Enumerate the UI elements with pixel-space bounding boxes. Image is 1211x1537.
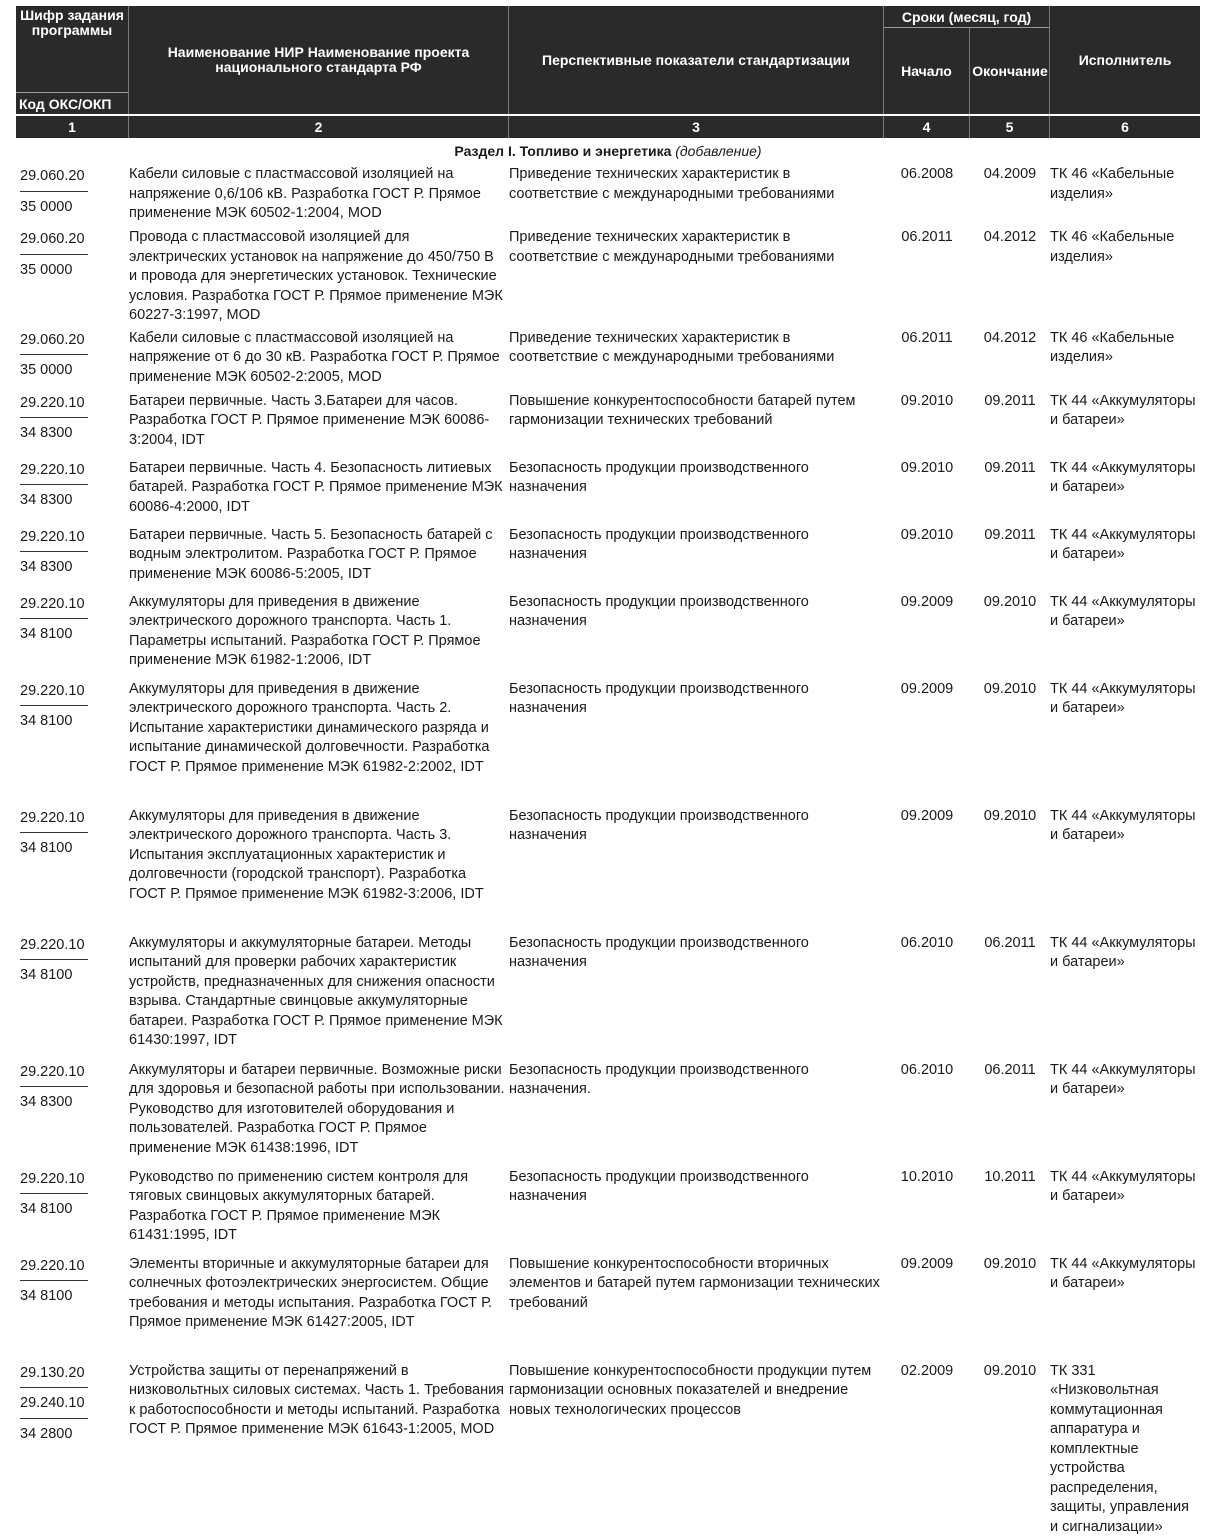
table-row <box>16 804 1200 931</box>
column-numbers-row <box>16 114 1200 138</box>
row-codes <box>16 459 129 523</box>
row-code: 34 8100 <box>20 964 88 990</box>
row-executor: ТК 46 «Кабельные изделия» <box>1050 329 1200 389</box>
row-name: Аккумуляторы для приведения в движение электрического дорожного транспорта. Часть 2. Испытание характеристики динамического разряда и испытание динамической долговечности. Разработка ГОСТ Р. Прямое применение МЭК 61982-2:2002, IDT <box>129 680 509 804</box>
row-indicators: Безопасность продукции производственного назначения <box>509 680 884 804</box>
header-executor-label: Исполнитель <box>1050 6 1200 114</box>
row-indicators: Безопасность продукции производственного назначения <box>509 807 884 931</box>
row-code: 35 0000 <box>20 196 88 222</box>
row-start-date: 09.2010 <box>884 392 970 456</box>
header-code-label: Шифр задания программы <box>16 6 128 92</box>
row-codes <box>16 1362 129 1537</box>
row-name: Кабели силовые с пластмассовой изоляцией на напряжение от 6 до 30 кВ. Разработка ГОСТ Р. Прямое применение МЭК 60502-2:2005, MOD <box>129 329 509 389</box>
table-row <box>16 1252 1200 1359</box>
row-codes <box>16 165 129 225</box>
table-row <box>16 931 1200 1058</box>
row-executor: ТК 44 «Аккумуляторы и батареи» <box>1050 459 1200 523</box>
row-codes <box>16 1255 129 1359</box>
row-code: 29.130.20 <box>20 1362 88 1389</box>
row-start-date: 06.2011 <box>884 329 970 389</box>
row-codes <box>16 593 129 677</box>
row-code: 34 8100 <box>20 837 88 863</box>
row-end-date: 09.2010 <box>970 1362 1050 1537</box>
row-code: 29.220.10 <box>20 1168 88 1195</box>
row-executor: ТК 44 «Аккумуляторы и батареи» <box>1050 1061 1200 1165</box>
row-indicators: Безопасность продукции производственного назначения <box>509 526 884 590</box>
row-end-date: 10.2011 <box>970 1168 1050 1252</box>
section-title: Раздел I. Топливо и энергетика <box>454 143 671 159</box>
column-number: 4 <box>884 116 970 138</box>
row-code: 34 8300 <box>20 1091 88 1117</box>
row-end-date: 09.2010 <box>970 1255 1050 1359</box>
header-end-label: Окончание <box>970 28 1050 114</box>
row-start-date: 06.2010 <box>884 1061 970 1165</box>
table-row <box>16 389 1200 456</box>
column-number: 6 <box>1050 116 1200 138</box>
header-okp-label: Код ОКС/ОКП <box>16 92 128 114</box>
row-executor: ТК 44 «Аккумуляторы и батареи» <box>1050 934 1200 1058</box>
row-executor: ТК 44 «Аккумуляторы и батареи» <box>1050 680 1200 804</box>
row-start-date: 09.2010 <box>884 459 970 523</box>
row-name: Батареи первичные. Часть 3.Батареи для часов. Разработка ГОСТ Р. Прямое применение МЭК 60086-3:2004, IDT <box>129 392 509 456</box>
row-start-date: 09.2009 <box>884 593 970 677</box>
row-executor: ТК 44 «Аккумуляторы и батареи» <box>1050 1168 1200 1252</box>
row-code: 29.220.10 <box>20 392 88 419</box>
row-code: 29.220.10 <box>20 934 88 961</box>
table-row <box>16 456 1200 523</box>
row-indicators: Безопасность продукции производственного назначения <box>509 593 884 677</box>
row-start-date: 02.2009 <box>884 1362 970 1537</box>
row-code: 34 8300 <box>20 489 88 515</box>
row-indicators: Приведение технических характеристик в соответствие с международными требованиями <box>509 165 884 225</box>
row-indicators: Безопасность продукции производственного назначения <box>509 1168 884 1252</box>
row-codes <box>16 526 129 590</box>
header-indicators-label: Перспективные показатели стандартизации <box>509 6 884 114</box>
table-row <box>16 590 1200 677</box>
table-row <box>16 1359 1200 1537</box>
header-dates-label: Сроки (месяц, год) <box>884 6 1049 28</box>
header-name-label: Наименование НИР Наименование проекта национального стандарта РФ <box>129 6 509 114</box>
table-row <box>16 225 1200 326</box>
row-code: 29.220.10 <box>20 1061 88 1088</box>
row-codes <box>16 1168 129 1252</box>
row-executor: ТК 46 «Кабельные изделия» <box>1050 165 1200 225</box>
row-end-date: 06.2011 <box>970 934 1050 1058</box>
table-row <box>16 326 1200 389</box>
row-name: Кабели силовые с пластмассовой изоляцией на напряжение 0,6/106 кВ. Разработка ГОСТ Р. Прямое применение МЭК 60502-1:2004, MOD <box>129 165 509 225</box>
row-executor: ТК 44 «Аккумуляторы и батареи» <box>1050 1255 1200 1359</box>
row-name: Провода с пластмассовой изоляцией для электрических установок на напряжение до 450/750 В и провода для энергетических установок. Технические условия. Разработка ГОСТ Р. Прямое применение МЭК 60227-3:1997, MOD <box>129 228 509 326</box>
table-header <box>16 6 1200 114</box>
row-start-date: 09.2010 <box>884 526 970 590</box>
row-executor: ТК 44 «Аккумуляторы и батареи» <box>1050 526 1200 590</box>
row-start-date: 06.2010 <box>884 934 970 1058</box>
row-start-date: 09.2009 <box>884 807 970 931</box>
column-number: 2 <box>129 116 509 138</box>
row-code: 29.240.10 <box>20 1392 88 1419</box>
row-end-date: 04.2009 <box>970 165 1050 225</box>
row-executor: ТК 44 «Аккумуляторы и батареи» <box>1050 807 1200 931</box>
row-name: Аккумуляторы для приведения в движение электрического дорожного транспорта. Часть 1. Параметры испытаний. Разработка ГОСТ Р. Прямое применение МЭК 61982-1:2006, IDT <box>129 593 509 677</box>
row-code: 35 0000 <box>20 359 88 385</box>
row-start-date: 06.2008 <box>884 165 970 225</box>
row-codes <box>16 934 129 1058</box>
row-code: 34 2800 <box>20 1423 88 1449</box>
column-number: 1 <box>16 116 129 138</box>
row-end-date: 04.2012 <box>970 228 1050 326</box>
table-row <box>16 523 1200 590</box>
row-executor: ТК 44 «Аккумуляторы и батареи» <box>1050 392 1200 456</box>
row-code: 29.220.10 <box>20 459 88 486</box>
section-heading <box>16 138 1200 162</box>
row-name: Батареи первичные. Часть 4. Безопасность литиевых батарей. Разработка ГОСТ Р. Прямое применение МЭК 60086-4:2000, IDT <box>129 459 509 523</box>
row-indicators: Повышение конкурентоспособности продукции путем гармонизации основных показателей и внедрение новых технологических процессов <box>509 1362 884 1537</box>
row-name: Аккумуляторы для приведения в движение электрического дорожного транспорта. Часть 3. Испытания эксплуатационных характеристик и долговечности (городской транспорт). Разработка ГОСТ Р. Прямое применение МЭК 61982-3:2006, IDT <box>129 807 509 931</box>
row-end-date: 09.2011 <box>970 392 1050 456</box>
row-name: Элементы вторичные и аккумуляторные батареи для солнечных фотоэлектрических энергосистем. Общие требования и методы испытания. Разработка ГОСТ Р. Прямое применение МЭК 61427:2005, IDT <box>129 1255 509 1359</box>
row-end-date: 09.2010 <box>970 680 1050 804</box>
row-code: 35 0000 <box>20 259 88 285</box>
table-row <box>16 162 1200 225</box>
row-code: 29.220.10 <box>20 1255 88 1282</box>
row-end-date: 09.2010 <box>970 807 1050 931</box>
row-start-date: 10.2010 <box>884 1168 970 1252</box>
row-code: 34 8100 <box>20 710 88 736</box>
row-indicators: Безопасность продукции производственного назначения <box>509 934 884 1058</box>
row-name: Аккумуляторы и аккумуляторные батареи. Методы испытаний для проверки рабочих характеристик устройств, предназначенных для снижения опасности взрыва. Стандартные свинцовые аккумуляторные батареи. Разработка ГОСТ Р. Прямое применение МЭК 61430:1997, IDT <box>129 934 509 1058</box>
row-start-date: 09.2009 <box>884 680 970 804</box>
row-code: 29.220.10 <box>20 593 88 620</box>
row-code: 34 8100 <box>20 1285 88 1311</box>
row-codes <box>16 680 129 804</box>
table-body <box>16 162 1200 1537</box>
row-end-date: 09.2010 <box>970 593 1050 677</box>
row-code: 29.220.10 <box>20 807 88 834</box>
header-code-column <box>16 6 129 114</box>
row-executor: ТК 46 «Кабельные изделия» <box>1050 228 1200 326</box>
row-name: Руководство по применению систем контроля для тяговых свинцовых аккумуляторных батарей. Разработка ГОСТ Р. Прямое применение МЭК 61431:1995, IDT <box>129 1168 509 1252</box>
row-indicators: Повышение конкурентоспособности батарей путем гармонизации технических требований <box>509 392 884 456</box>
column-number: 3 <box>509 116 884 138</box>
row-code: 29.060.20 <box>20 329 88 356</box>
table-row <box>16 677 1200 804</box>
row-indicators: Безопасность продукции производственного назначения. <box>509 1061 884 1165</box>
row-start-date: 06.2011 <box>884 228 970 326</box>
table-row <box>16 1165 1200 1252</box>
row-codes <box>16 807 129 931</box>
row-code: 34 8300 <box>20 422 88 448</box>
row-name: Батареи первичные. Часть 5. Безопасность батарей с водным электролитом. Разработка ГОСТ Р. Прямое применение МЭК 60086-5:2005, IDT <box>129 526 509 590</box>
row-code: 34 8100 <box>20 623 88 649</box>
row-name: Аккумуляторы и батареи первичные. Возможные риски для здоровья и безопасной работы при использовании. Руководство для изготовителей оборудования и пользователей. Разработка ГОСТ Р. Прямое применение МЭК 61438:1996, IDT <box>129 1061 509 1165</box>
row-codes <box>16 329 129 389</box>
row-code: 29.220.10 <box>20 526 88 553</box>
row-code: 29.060.20 <box>20 228 88 255</box>
row-indicators: Приведение технических характеристик в соответствие с международными требованиями <box>509 228 884 326</box>
row-name: Устройства защиты от перенапряжений в низковольтных силовых системах. Часть 1. Требования к работоспособности и методы испытаний. Разработка ГОСТ Р. Прямое применение МЭК 61643-1:2005, MOD <box>129 1362 509 1537</box>
column-number: 5 <box>970 116 1050 138</box>
row-end-date: 09.2011 <box>970 526 1050 590</box>
standards-table <box>16 6 1200 1537</box>
row-end-date: 09.2011 <box>970 459 1050 523</box>
row-executor: ТК 331 «Низковольтная коммутационная аппаратура и комплектные устройства распределения, защиты, управления и сигнализации» <box>1050 1362 1200 1537</box>
row-codes <box>16 1061 129 1165</box>
row-indicators: Приведение технических характеристик в соответствие с международными требованиями <box>509 329 884 389</box>
row-start-date: 09.2009 <box>884 1255 970 1359</box>
row-end-date: 06.2011 <box>970 1061 1050 1165</box>
row-code: 34 8100 <box>20 1198 88 1224</box>
header-start-label: Начало <box>884 28 970 114</box>
table-row <box>16 1058 1200 1165</box>
row-code: 34 8300 <box>20 556 88 582</box>
row-indicators: Безопасность продукции производственного назначения <box>509 459 884 523</box>
row-code: 29.060.20 <box>20 165 88 192</box>
row-end-date: 04.2012 <box>970 329 1050 389</box>
section-note: (добавление) <box>675 143 761 159</box>
row-executor: ТК 44 «Аккумуляторы и батареи» <box>1050 593 1200 677</box>
header-dates-group <box>884 6 1050 114</box>
row-code: 29.220.10 <box>20 680 88 707</box>
row-indicators: Повышение конкурентоспособности вторичных элементов и батарей путем гармонизации технических требований <box>509 1255 884 1359</box>
row-codes <box>16 392 129 456</box>
row-codes <box>16 228 129 326</box>
